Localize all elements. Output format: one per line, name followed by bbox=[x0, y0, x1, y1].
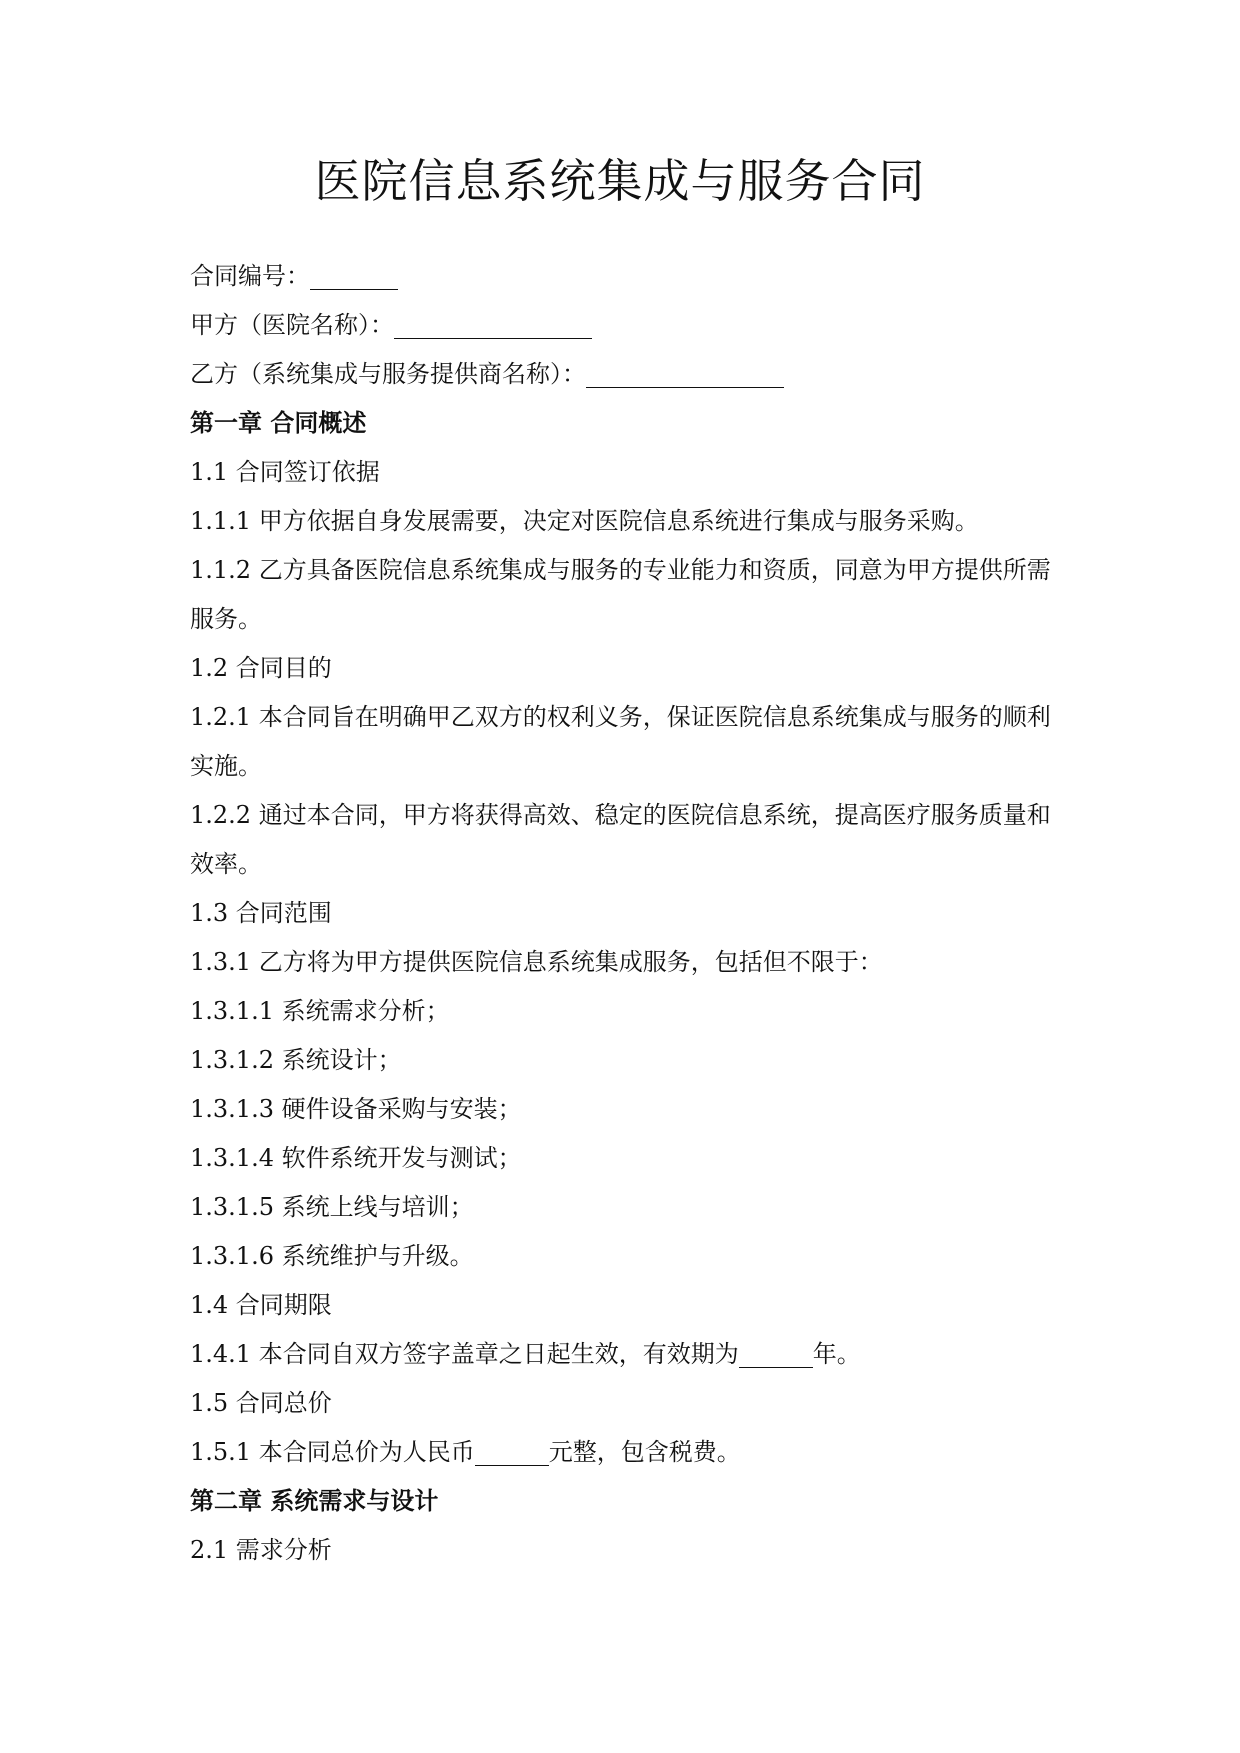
section-1-4: 1.4 合同期限 bbox=[190, 1291, 332, 1319]
document-body bbox=[190, 252, 1060, 1575]
contract-number-blank bbox=[310, 263, 398, 290]
clause-1-3-1: 1.3.1 乙方将为甲方提供医院信息系统集成服务，包括但不限于： bbox=[190, 948, 883, 976]
clause-1-3-1-1: 1.3.1.1 系统需求分析； bbox=[190, 997, 450, 1025]
section-2-1: 2.1 需求分析 bbox=[190, 1536, 332, 1564]
section-1-2: 1.2 合同目的 bbox=[190, 654, 332, 682]
clause-1-5-1-suffix: 元整，包含税费。 bbox=[548, 1438, 741, 1466]
contract-number-field bbox=[190, 252, 1060, 301]
term-years-blank bbox=[739, 1341, 813, 1368]
clause-1-3-1-6: 1.3.1.6 系统维护与升级。 bbox=[190, 1242, 474, 1270]
document-title: 医院信息系统集成与服务合同 bbox=[314, 154, 926, 208]
clause-1-3-1-4: 1.3.1.4 软件系统开发与测试； bbox=[190, 1144, 522, 1172]
total-price-blank bbox=[475, 1439, 549, 1466]
clause-1-1-2: 1.1.2 乙方具备医院信息系统集成与服务的专业能力和资质，同意为甲方提供所需服务。 bbox=[190, 556, 1051, 633]
party-b-blank bbox=[586, 361, 784, 388]
clause-1-4-1 bbox=[190, 1330, 1060, 1379]
clause-1-3-1-2: 1.3.1.2 系统设计； bbox=[190, 1046, 402, 1074]
section-1-1: 1.1 合同签订依据 bbox=[190, 458, 380, 486]
clause-1-3-1-5: 1.3.1.5 系统上线与培训； bbox=[190, 1193, 474, 1221]
contract-number-label: 合同编号： bbox=[190, 262, 310, 290]
party-b-label: 乙方（系统集成与服务提供商名称）： bbox=[190, 360, 586, 388]
clause-1-4-1-suffix: 年。 bbox=[812, 1340, 861, 1368]
party-b-field bbox=[190, 350, 1060, 399]
section-1-5: 1.5 合同总价 bbox=[190, 1389, 332, 1417]
section-1-3: 1.3 合同范围 bbox=[190, 899, 332, 927]
clause-1-1-1: 1.1.1 甲方依据自身发展需要，决定对医院信息系统进行集成与服务采购。 bbox=[190, 507, 979, 535]
clause-1-2-1: 1.2.1 本合同旨在明确甲乙双方的权利义务，保证医院信息系统集成与服务的顺利实施。 bbox=[190, 703, 1051, 780]
clause-1-5-1-text: 1.5.1 本合同总价为人民币 bbox=[190, 1438, 475, 1466]
chapter-1-heading: 第一章 合同概述 bbox=[190, 409, 367, 437]
clause-1-5-1 bbox=[190, 1428, 1060, 1477]
clause-1-2-2: 1.2.2 通过本合同，甲方将获得高效、稳定的医院信息系统，提高医疗服务质量和效率。 bbox=[190, 801, 1051, 878]
party-a-label: 甲方（医院名称）： bbox=[190, 311, 394, 339]
chapter-2-heading: 第二章 系统需求与设计 bbox=[190, 1487, 439, 1515]
party-a-field bbox=[190, 301, 1060, 350]
party-a-blank bbox=[394, 312, 592, 339]
clause-1-4-1-text: 1.4.1 本合同自双方签字盖章之日起生效，有效期为 bbox=[190, 1340, 739, 1368]
clause-1-3-1-3: 1.3.1.3 硬件设备采购与安装； bbox=[190, 1095, 522, 1123]
